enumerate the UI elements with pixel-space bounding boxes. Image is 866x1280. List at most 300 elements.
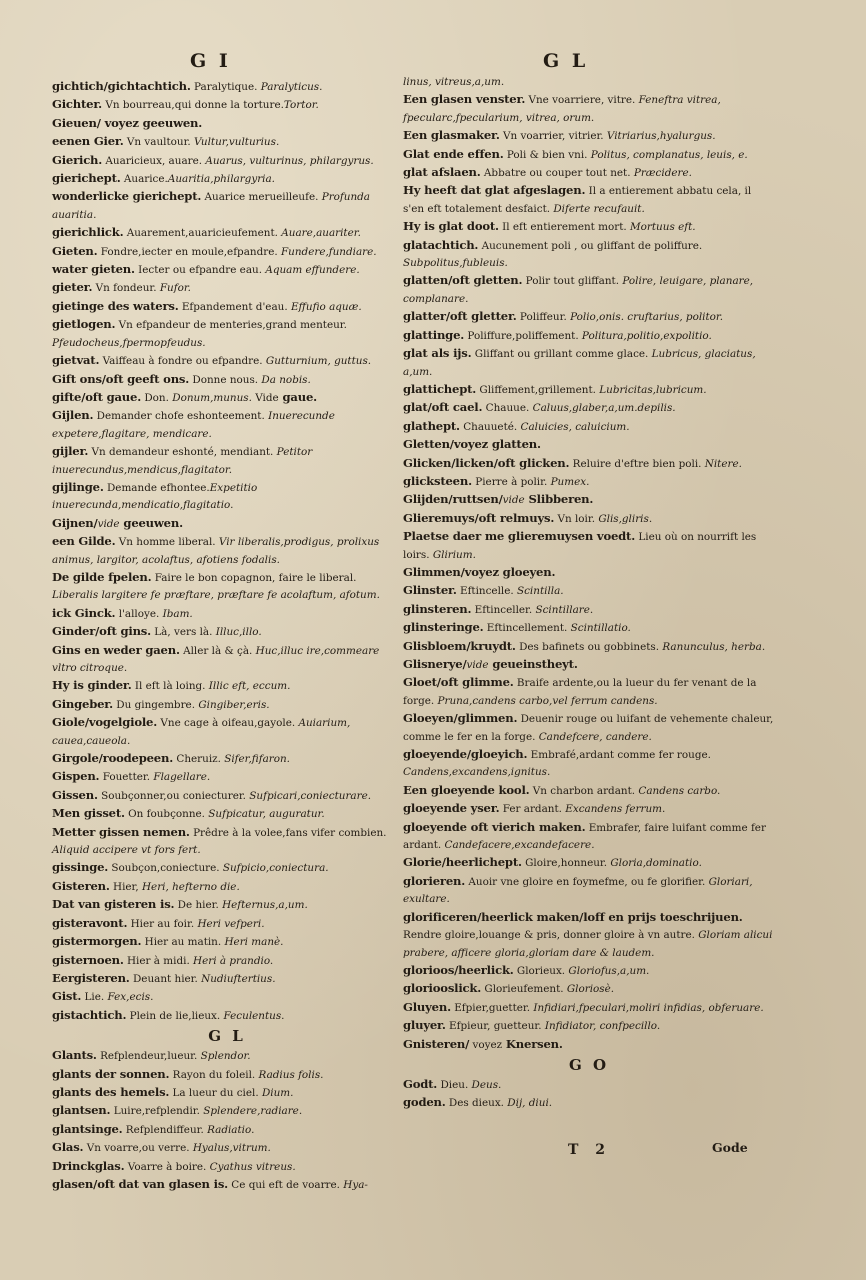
french-gloss: Gliffement,grillement. — [476, 383, 596, 396]
section-heading-gl: G L — [208, 1027, 246, 1046]
headword: glat als ijs. — [403, 346, 472, 361]
french-gloss: Vn loir. — [554, 512, 596, 525]
latin-gloss: Auaritia,philargyria. — [167, 173, 275, 186]
french-gloss: Dieu. — [437, 1078, 469, 1091]
headword: Glorie/heerlichept. — [403, 855, 522, 870]
dictionary-entry — [403, 74, 775, 91]
dictionary-entry — [403, 327, 775, 345]
french-gloss: Vn efpandeur de menteries,grand menteur. — [115, 319, 347, 332]
french-gloss: Gloire,honneur. — [521, 857, 608, 870]
headword: gloriooslick. — [403, 981, 482, 996]
headword: gloeyende/gloeyich. — [403, 747, 528, 762]
dictionary-entry — [52, 933, 402, 951]
latin-gloss: Heri, hefterno die. — [138, 880, 240, 893]
dictionary-entry — [52, 787, 402, 805]
headword: gloeyende oft vierich maken. — [403, 819, 586, 834]
headword: gierichept. — [52, 171, 121, 186]
latin-gloss: Fundere,fundiare. — [277, 245, 377, 258]
latin-gloss: Gloria,dominatio. — [607, 857, 702, 870]
dictionary-entry — [52, 896, 402, 914]
french-gloss: Vn voarre,ou verre. — [83, 1142, 190, 1155]
headword: glasen/oft dat van glasen is. — [52, 1176, 228, 1191]
headword: glinsteringe. — [403, 620, 484, 635]
dictionary-entry — [403, 146, 775, 164]
entry-list-left — [52, 78, 402, 1025]
french-gloss: Hier au foir. — [127, 917, 195, 930]
french-gloss: Des dieux. — [445, 1097, 504, 1110]
headword: Giole/vogelgiole. — [52, 715, 158, 730]
french-gloss: Refplendeur,lueur. — [96, 1050, 198, 1063]
french-gloss: Auoir vne gloire en foymefme, ou fe glorifier. — [465, 875, 706, 888]
dictionary-entry — [403, 619, 775, 637]
headword: Gluyen. — [403, 999, 451, 1014]
left-column — [52, 78, 402, 1194]
dictionary-entry — [403, 582, 775, 600]
dictionary-entry — [403, 1094, 775, 1112]
headword: Godt. — [403, 1076, 438, 1091]
dictionary-entry — [52, 952, 402, 970]
dictionary-entry — [52, 96, 402, 114]
headword: Ginder/oft gins. — [52, 624, 151, 639]
headword: goden. — [403, 1095, 446, 1110]
dictionary-entry — [52, 515, 402, 533]
headword: water gieten. — [52, 262, 135, 277]
french-gloss: Hier au matin. — [141, 936, 222, 949]
headword: Glijden/ruttsen/ — [403, 492, 503, 507]
headword: glorificeren/heerlick maken/loff en prijs toeschrijuen. — [403, 909, 743, 924]
latin-gloss: Gloriosè. — [563, 983, 615, 996]
dictionary-entry — [403, 164, 775, 182]
latin-gloss: Aquam effundere. — [262, 264, 360, 277]
running-header-right: G L — [543, 50, 589, 72]
french-gloss: Fondre,iecter en moule,efpandre. — [97, 245, 278, 258]
dictionary-entry — [52, 371, 402, 389]
headword: glinsteren. — [403, 601, 472, 616]
dictionary-entry — [52, 824, 402, 860]
dictionary-entry — [52, 915, 402, 933]
dictionary-entry — [52, 859, 402, 877]
headword: Men gisset. — [52, 806, 125, 821]
french-gloss: Là, vers là. — [150, 626, 213, 639]
headword: Gnisteren/ — [403, 1036, 470, 1051]
dictionary-entry — [403, 909, 775, 962]
dictionary-entry — [403, 999, 775, 1017]
headword: Gletten/voyez glatten. — [403, 437, 541, 452]
headword: gistachtich. — [52, 1007, 127, 1022]
latin-gloss: Scintilla. — [513, 585, 564, 598]
latin-gloss: vide — [502, 494, 525, 507]
french-gloss: Iecter ou efpandre eau. — [134, 264, 263, 277]
dictionary-entry — [403, 674, 775, 710]
french-gloss: De hier. — [174, 899, 219, 912]
dictionary-entry — [403, 854, 775, 872]
french-gloss: Auaricieux, auare. — [102, 154, 203, 167]
dictionary-entry — [403, 528, 775, 564]
latin-gloss: Ibam. — [159, 607, 193, 620]
latin-gloss: Radius folis. — [255, 1068, 324, 1081]
french-gloss: Vn voarrier, vitrier. — [499, 130, 604, 143]
latin-gloss: Pfeudocheus,fpermopfeudus. — [52, 336, 206, 349]
latin-gloss: vide — [97, 517, 120, 530]
french-gloss: Demander chofe eshonteement. — [93, 410, 265, 423]
french-gloss: Rayon du foleil. — [169, 1068, 256, 1081]
headword: gifte/oft gaue. — [52, 389, 142, 404]
latin-gloss: Caluicies, caluicium. — [517, 420, 630, 433]
latin-gloss: Fufor. — [156, 282, 191, 295]
french-gloss: Donne nous. — [189, 373, 259, 386]
french-gloss: Soubçon,coniecture. — [108, 862, 220, 875]
dictionary-entry — [403, 782, 775, 800]
french-gloss: Vn vaultour. — [123, 136, 191, 149]
dictionary-entry — [403, 272, 775, 308]
catchword: Gode — [712, 1140, 748, 1155]
french-gloss: Efpandement d'eau. — [178, 300, 288, 313]
headword: Gissen. — [52, 787, 98, 802]
french-gloss: Poliffeur. — [516, 311, 567, 324]
latin-gloss: Gloriofus,a,um. — [565, 964, 650, 977]
dictionary-entry — [52, 443, 402, 479]
dictionary-entry — [403, 308, 775, 326]
dictionary-entry — [403, 237, 775, 273]
french-gloss: Auarement,auaricieufement. — [123, 227, 278, 240]
dictionary-entry — [403, 455, 775, 473]
french-gloss: Vaiffeau à fondre ou efpandre. — [99, 355, 263, 368]
dictionary-entry — [403, 418, 775, 436]
dictionary-entry — [52, 805, 402, 823]
latin-gloss: Pumex. — [547, 475, 590, 488]
french-gloss: Efpier,guetter. — [450, 1001, 531, 1014]
headword: Gisteren. — [52, 878, 110, 893]
headword: Gist. — [52, 989, 82, 1004]
latin-gloss: Sifer,fifaron. — [220, 753, 290, 766]
latin-gloss: Polio,onis. cruftarius, politor. — [566, 311, 724, 324]
latin-gloss: Sufpicari,coniecturare. — [246, 789, 372, 802]
latin-gloss: Politura,politio,expolitio. — [578, 329, 712, 342]
dictionary-entry — [52, 1158, 402, 1176]
headword: gietvat. — [52, 353, 100, 368]
latin-gloss: Gloriari, exultare. — [403, 875, 753, 906]
french-gloss: Vn bourreau,qui donne la torture. — [102, 99, 284, 112]
dictionary-entry — [52, 279, 402, 297]
headword: glorioos/heerlick. — [403, 962, 514, 977]
latin-gloss: Lubricitas,lubricum. — [595, 383, 707, 396]
french-gloss: Deuenir rouge ou luifant de vehemente chaleur, comme le fer en la forge. — [403, 713, 774, 743]
dictionary-entry — [403, 873, 775, 909]
headword: Metter gissen nemen. — [52, 824, 190, 839]
cross-ref-headword: Slibberen. — [524, 492, 594, 507]
french-gloss: Cheruiz. — [173, 753, 221, 766]
headword: glathept. — [403, 418, 460, 433]
dictionary-entry — [403, 91, 775, 127]
french-gloss: Lieu où on nourrift les loirs. — [403, 531, 757, 561]
latin-gloss: Radiatio. — [203, 1123, 255, 1136]
french-gloss: Ce qui eft de voarre. — [228, 1178, 340, 1191]
headword: Dat van gisteren is. — [52, 897, 175, 912]
dictionary-entry — [52, 1176, 402, 1194]
latin-gloss: Ranunculus, herba. — [659, 640, 766, 653]
headword: Gloeyen/glimmen. — [403, 711, 518, 726]
headword: glantsinge. — [52, 1121, 123, 1136]
french-gloss: Reluire d'eftre bien poli. — [569, 457, 702, 470]
latin-gloss: Infidiator, confpecillo. — [541, 1020, 661, 1033]
entry-list-right — [403, 74, 775, 1054]
headword: Een glasen venster. — [403, 92, 526, 107]
latin-gloss: Caluus,glaber,a,um.depilis. — [529, 402, 676, 415]
headword: Gierich. — [52, 152, 103, 167]
dictionary-entry — [52, 133, 402, 151]
latin-gloss: Glis,gliris. — [595, 512, 653, 525]
headword: De gilde fpelen. — [52, 569, 152, 584]
french-gloss: Vne cage à oifeau,gayole. — [157, 717, 296, 730]
dictionary-entry — [52, 569, 402, 605]
latin-gloss: Paralyticus. — [257, 81, 323, 93]
headword: Glat ende effen. — [403, 146, 504, 161]
latin-gloss: Flagellare. — [150, 771, 211, 784]
headword: Gispen. — [52, 769, 100, 784]
french-gloss: Hier, — [109, 880, 139, 893]
latin-gloss: Candens carbo. — [635, 784, 721, 797]
dictionary-entry — [403, 746, 775, 782]
latin-gloss: Dij, diui. — [504, 1097, 553, 1110]
section-heading-go: G O — [568, 1055, 610, 1074]
cross-ref-headword: geeuwen. — [138, 115, 203, 130]
latin-gloss: Infidiari,fpeculari,moliri infidias, obferuare. — [530, 1001, 764, 1014]
dictionary-entry — [52, 1121, 402, 1139]
latin-gloss: Hefternus,a,um. — [218, 899, 308, 912]
latin-gloss: Vultur,vulturius. — [190, 136, 280, 149]
dictionary-entry — [52, 1102, 402, 1120]
french-gloss: Des bafinets ou gobbinets. — [515, 640, 660, 653]
french-gloss: Chauueté. — [459, 420, 518, 433]
dictionary-entry — [52, 642, 402, 678]
cross-ref-headword: Knersen. — [502, 1036, 563, 1051]
dictionary-entry — [52, 1066, 402, 1084]
dictionary-entry — [403, 638, 775, 656]
french-gloss: Vn charbon ardant. — [529, 784, 636, 797]
latin-gloss: Illic eft, eccum. — [205, 680, 291, 693]
french-gloss: Eftincelle. — [456, 585, 514, 598]
dictionary-entry — [52, 224, 402, 242]
latin-gloss: Inuerecunde expetere,flagitare, mendicare. — [52, 410, 335, 440]
french-gloss: Chauue. — [482, 402, 530, 415]
latin-gloss: Aliquid accipere vt fors fert. — [52, 844, 201, 857]
dictionary-entry — [52, 750, 402, 768]
latin-gloss: Cyathus vitreus. — [206, 1160, 296, 1173]
dictionary-entry — [52, 407, 402, 443]
french-gloss: On foubçonne. — [124, 808, 205, 821]
french-gloss: Vn homme liberal. — [115, 536, 216, 549]
headword: glorieren. — [403, 873, 466, 888]
dictionary-entry — [52, 298, 402, 316]
french-gloss: Auarice merueilleufe. — [201, 191, 319, 204]
headword: ick Ginck. — [52, 605, 116, 620]
dictionary-entry — [52, 623, 402, 641]
headword: glants des hemels. — [52, 1084, 170, 1099]
headword: Hy heeft dat glat afgeslagen. — [403, 183, 586, 198]
latin-gloss: Huc,illuc ire,commeare vltro citroque. — [52, 644, 380, 674]
headword: glicksteen. — [403, 473, 472, 488]
dictionary-entry — [52, 696, 402, 714]
dictionary-entry — [403, 601, 775, 619]
french-gloss: Paralytique. — [190, 81, 258, 93]
french-gloss: Embrafé,ardant comme fer rouge. — [527, 749, 711, 762]
headword: Glas. — [52, 1140, 84, 1155]
headword: gloeyende yser. — [403, 801, 500, 816]
french-gloss: l'alloye. — [115, 607, 160, 620]
dictionary-entry — [52, 188, 402, 224]
dictionary-entry — [52, 78, 402, 96]
latin-gloss: Illuc,illo. — [212, 626, 262, 639]
french-gloss: Efpieur, guetteur. — [445, 1020, 542, 1033]
latin-gloss: Subpolitus,fubleuis. — [403, 257, 508, 270]
latin-gloss: Petitor inuerecundus,mendicus,flagitator. — [52, 446, 313, 476]
latin-gloss: Sufpicio,coniectura. — [219, 862, 329, 875]
headword: Gichter. — [52, 97, 103, 112]
french-gloss: voyez — [469, 1038, 503, 1051]
latin-gloss: Gutturnium, guttus. — [262, 355, 372, 368]
headword: glattichept. — [403, 381, 477, 396]
latin-gloss: Excandens ferrum. — [561, 803, 666, 816]
headword: gijlinge. — [52, 479, 104, 494]
latin-gloss: Auiarium, cauea,caueola. — [52, 717, 351, 747]
french-gloss: Polir tout gliffant. — [522, 275, 620, 288]
french-gloss: Poli & bien vni. — [503, 148, 588, 161]
dictionary-entry — [52, 878, 402, 896]
french-gloss: Luire,refplendir. — [110, 1105, 200, 1118]
dictionary-entry — [403, 710, 775, 746]
french-gloss: Gliffant ou grillant comme glace. — [471, 348, 649, 361]
french-gloss: Poliffure,poliffement. — [464, 329, 579, 342]
dictionary-entry — [403, 800, 775, 818]
latin-gloss: Heri manè. — [221, 936, 284, 949]
headword: Gijlen. — [52, 408, 94, 423]
dictionary-entry — [403, 1017, 775, 1035]
latin-gloss: Nudiuftertius. — [197, 972, 276, 985]
headword: Glieremuys/oft relmuys. — [403, 510, 555, 525]
headword: Drinckglas. — [52, 1158, 125, 1173]
latin-gloss: Præcidere. — [630, 167, 692, 180]
latin-gloss: Auarus, vulturinus, philargyrus. — [202, 154, 374, 167]
latin-gloss: Candefacere,excandefacere. — [441, 839, 595, 852]
french-gloss: Auarice. — [120, 173, 168, 186]
cross-ref-headword: gaue. — [278, 389, 317, 404]
entry-list-left-2 — [52, 1047, 402, 1194]
french-gloss: Fouetter. — [99, 771, 151, 784]
running-header-left: G I — [190, 50, 231, 72]
headword: eenen Gier. — [52, 134, 124, 149]
dictionary-entry — [52, 243, 402, 261]
latin-gloss: Lubricus, glaciatus, a,um. — [403, 348, 756, 378]
french-gloss: Glorieux. — [513, 964, 566, 977]
latin-gloss: Deus. — [468, 1078, 502, 1091]
headword: Gloet/oft glimme. — [403, 675, 514, 690]
latin-gloss: Vir liberalis,prodigus, prolixus animus, largitor, acolaftus, afotiens fodalis. — [52, 536, 380, 566]
latin-gloss: Scintillatio. — [567, 622, 631, 635]
latin-gloss: Da nobis. — [258, 373, 311, 386]
french-gloss: Il eft là loing. — [131, 680, 206, 693]
latin-gloss: Polire, leuigare, planare, complanare. — [403, 275, 754, 305]
dictionary-entry — [403, 1076, 775, 1094]
dictionary-entry — [403, 980, 775, 998]
headword: gistermorgen. — [52, 934, 142, 949]
dictionary-entry — [52, 352, 402, 370]
latin-gloss: Feculentus. — [220, 1009, 285, 1022]
dictionary-entry — [403, 399, 775, 417]
dictionary-entry — [52, 768, 402, 786]
latin-gloss: Liberalis largitere fe præftare, præftare fe acolaftum, afotum. — [52, 589, 380, 602]
latin-gloss: Auare,auariter. — [277, 227, 361, 240]
latin-gloss: Dium. — [258, 1086, 294, 1099]
latin-gloss: vide — [466, 659, 489, 671]
headword: Girgole/roodepeen. — [52, 751, 174, 766]
headword: gietinge des waters. — [52, 298, 179, 313]
french-gloss: Deuant hier. — [129, 972, 198, 985]
dictionary-entry — [403, 491, 775, 509]
latin-gloss: linus, vitreus,a,um. — [403, 76, 505, 88]
french-gloss: Prêdre à la volee,fans vifer combien. — [189, 826, 387, 839]
entry-list-right-2 — [403, 1076, 775, 1113]
dictionary-entry — [52, 1139, 402, 1157]
headword: Een gloeyende kool. — [403, 782, 530, 797]
headword: glattinge. — [403, 327, 465, 342]
headword: gichtich/gichtachtich. — [52, 79, 191, 93]
headword: gluyer. — [403, 1018, 446, 1033]
dictionary-entry — [403, 381, 775, 399]
dictionary-entry — [403, 182, 775, 218]
french-gloss: Pierre à polir. — [471, 475, 548, 488]
french-gloss: Braife ardente,ou la lueur du fer venant de la forge. — [403, 677, 757, 707]
headword: Hy is ginder. — [52, 678, 132, 693]
headword: Plaetse daer me glieremuysen voedt. — [403, 529, 636, 544]
french-gloss: Rendre gloire,louange & pris, donner gloire à vn autre. — [403, 929, 695, 942]
headword: glatachtich. — [403, 237, 479, 252]
dictionary-entry — [403, 436, 775, 454]
latin-gloss: Diferte recufauit. — [550, 202, 645, 215]
dictionary-entry — [403, 962, 775, 980]
french-gloss: Fer ardant. — [499, 803, 562, 816]
headword: Glicken/licken/oft glicken. — [403, 455, 570, 470]
french-gloss: Refplendiffeur. — [122, 1123, 204, 1136]
headword: Glants. — [52, 1048, 97, 1063]
french-gloss: Hier à midi. — [123, 954, 190, 967]
headword: gisteravont. — [52, 915, 128, 930]
headword: Glimmen/voyez gloeyen. — [403, 564, 556, 579]
right-column — [403, 74, 775, 1113]
headword: Gingeber. — [52, 696, 113, 711]
latin-gloss: Splendere,radiare. — [199, 1105, 303, 1118]
dictionary-entry — [403, 510, 775, 528]
latin-gloss: Nitere. — [701, 457, 742, 470]
french-gloss: Voarre à boire. — [124, 1160, 207, 1173]
latin-gloss: Gingiber,eris. — [195, 698, 270, 711]
french-gloss: Il a entierement abbatu cela, il s'en eft totalement desfaict. — [403, 185, 752, 215]
headword: glat afslaen. — [403, 165, 481, 180]
cross-ref-text: Vide — [251, 391, 279, 404]
latin-gloss: Splendor. — [197, 1050, 251, 1063]
dictionary-entry — [52, 970, 402, 988]
headword: gisternoen. — [52, 952, 124, 967]
latin-gloss: Glirium. — [429, 548, 476, 561]
french-gloss: Embrafer, faire luifant comme fer ardant. — [403, 821, 766, 852]
latin-gloss: Candefcere, candere. — [535, 730, 652, 743]
french-gloss: Du gingembre. — [112, 698, 196, 711]
dictionary-entry — [52, 677, 402, 695]
dictionary-entry — [52, 1007, 402, 1025]
french-gloss: Eftincellement. — [483, 622, 568, 635]
french-gloss: Vne voarriere, vitre. — [525, 94, 636, 107]
latin-gloss: Expetitio inuerecunda,mendicatio,flagitatio. — [52, 481, 258, 512]
headword: gierichlick. — [52, 225, 124, 240]
